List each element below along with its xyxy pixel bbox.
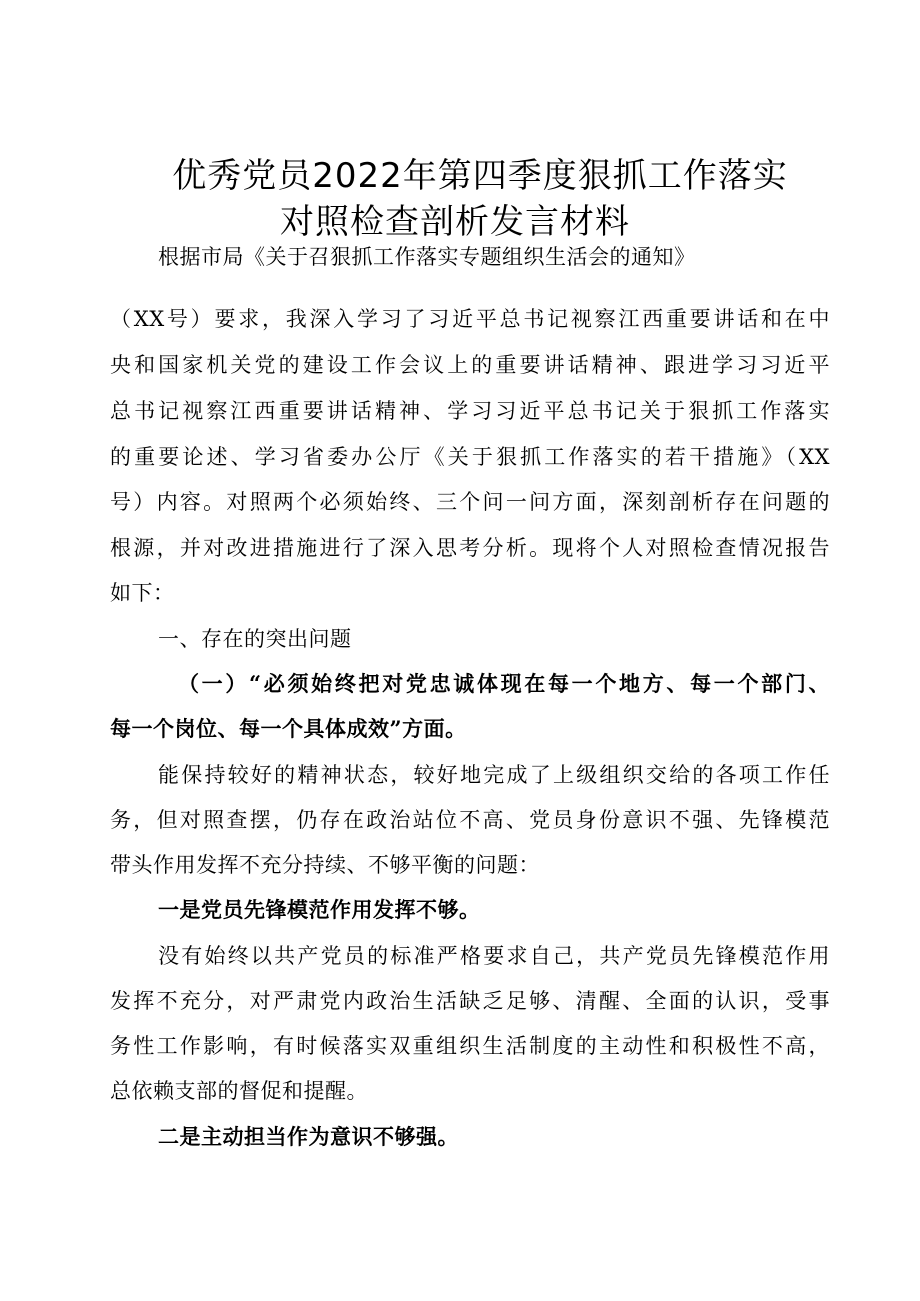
paragraph-line: 能保持较好的精神状态，较好地完成了上级组织交给的各项工作任	[158, 763, 830, 787]
paragraph-line: 的重要论述、学习省委办公厅《关于狠抓工作落实的若干措施》（XX	[110, 445, 830, 469]
paragraph-line: 务性工作影响，有时候落实双重组织生活制度的主动性和积极性不高，	[110, 1034, 830, 1058]
paragraph-line: 根据市局《关于召狠抓工作落实专题组织生活会的通知》	[158, 245, 696, 269]
paragraph-line: 号）内容。对照两个必须始终、三个问一问方面，深刻剖析存在问题的	[110, 490, 830, 514]
document-title-line-2: 对照检查剖析发言材料	[280, 202, 630, 242]
paragraph-line: 根源，并对改进措施进行了深入思考分析。现将个人对照检查情况报告	[110, 536, 830, 560]
paragraph-line: 没有始终以共产党员的标准严格要求自己，共产党员先锋模范作用	[158, 944, 830, 968]
point-heading: 一是党员先锋模范作用发挥不够。	[158, 897, 481, 922]
document-title-line-1: 优秀党员2022年第四季度狠抓工作落实	[172, 156, 788, 196]
subsection-heading: 每一个岗位、每一个具体成效”方面。	[110, 716, 467, 741]
paragraph-line: （XX号）要求，我深入学习了习近平总书记视察江西重要讲话和在中	[110, 307, 830, 331]
point-heading: 二是主动担当作为意识不够强。	[158, 1124, 459, 1149]
paragraph-line: 发挥不充分，对严肃党内政治生活缺乏足够、清醒、全面的认识，受事	[110, 989, 830, 1013]
paragraph-line: 央和国家机关党的建设工作会议上的重要讲话精神、跟进学习习近平	[110, 353, 830, 377]
section-heading: 一、存在的突出问题	[158, 627, 352, 651]
paragraph-line: 总依赖支部的督促和提醒。	[110, 1079, 368, 1103]
paragraph-line: 务，但对照查摆，仍存在政治站位不高、党员身份意识不强、先锋模范	[110, 808, 830, 832]
subsection-heading: （一）“必须始终把对党忠诚体现在每一个地方、每一个部门、	[178, 671, 830, 696]
paragraph-line: 带头作用发挥不充分持续、不够平衡的问题：	[110, 853, 540, 877]
paragraph-line: 总书记视察江西重要讲话精神、学习习近平总书记关于狠抓工作落实	[110, 399, 830, 423]
paragraph-line: 如下：	[110, 581, 175, 605]
